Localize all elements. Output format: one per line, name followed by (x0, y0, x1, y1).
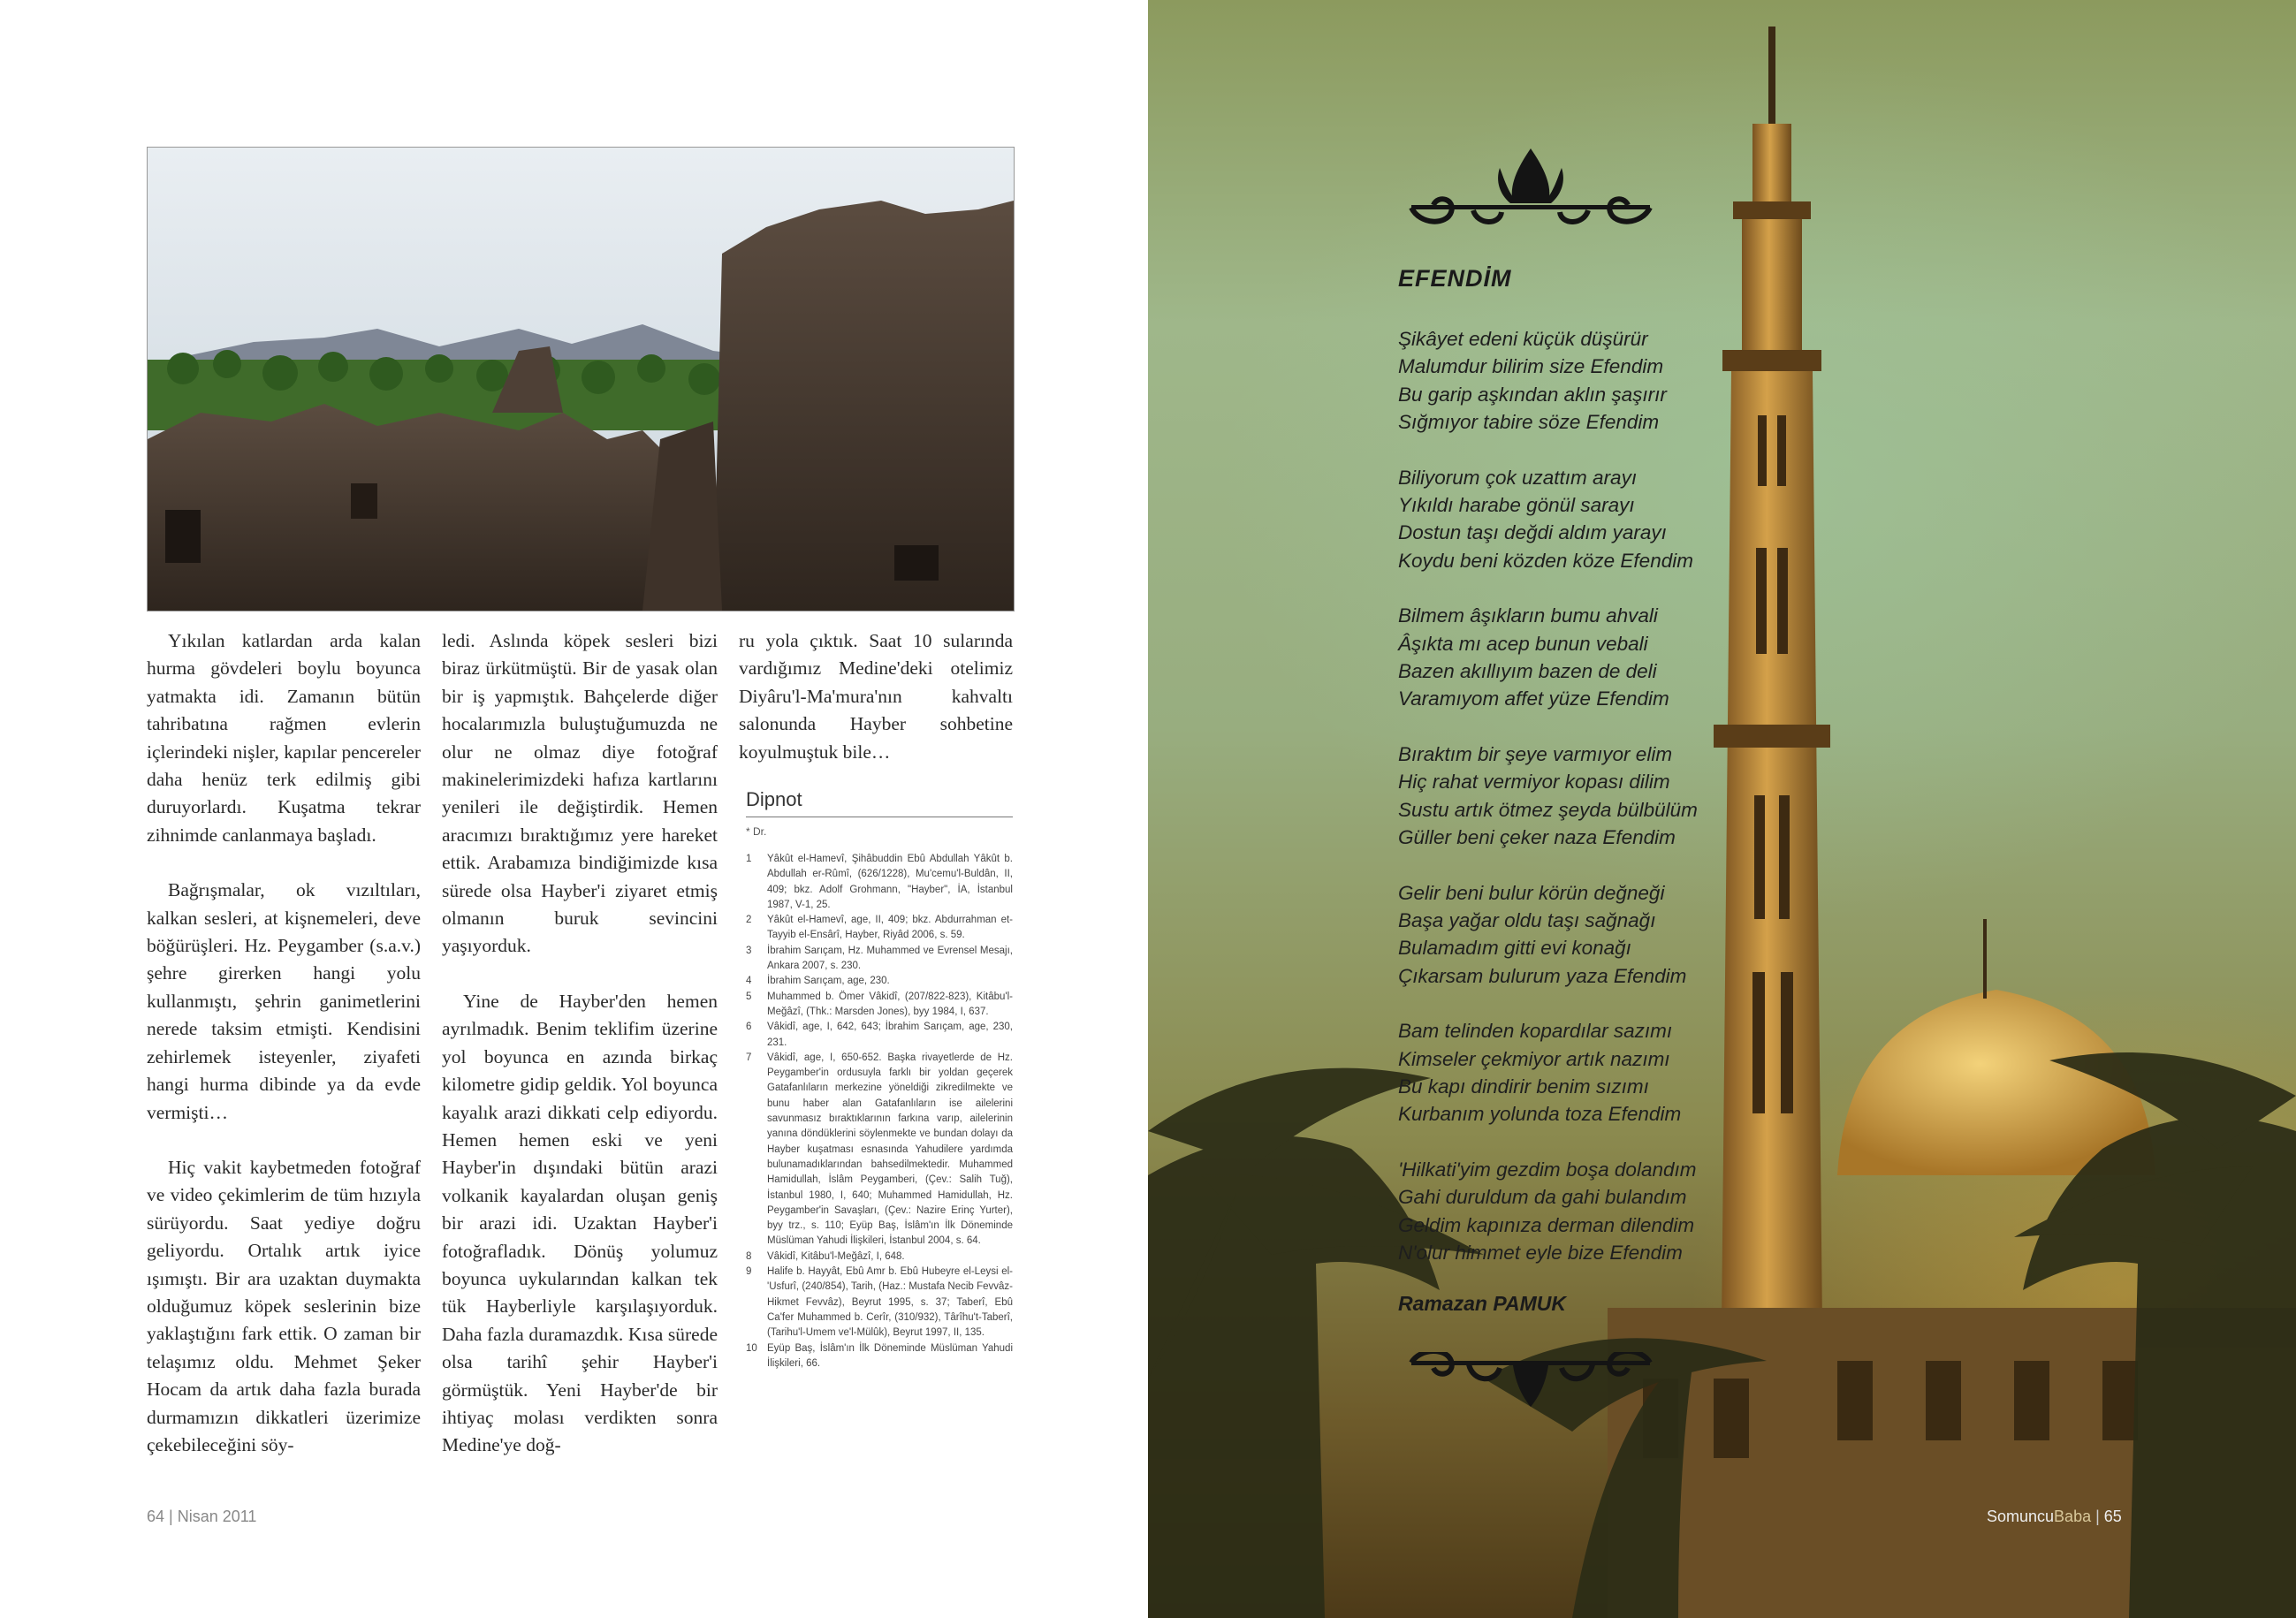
poem-line: Sustu artık ötmez şeyda bülbülüm (1398, 798, 1698, 821)
footnote (746, 913, 1013, 944)
footnote-text: Vâkidî, age, I, 650-652. Başka rivayetlerde de Hz. Peygamber'in ordusuyla farklı bir yoldan geçerek Gatafanlıların merkezine yöneldiği zikredilmekte ve bunu haber alan Gatafanlıların ise ailelerini savunmasız bıraktıklarının farkına varıp, ailelerinin yanına döndüklerini söylenmekte ve bundan dolayı da Hayber kuşatması esnasında Yahudilere yardımda bulunamadıklarından bahsedilmektedir. Muhammed Hamidullah, İslâm Peygamberi, (Çev.: Salih Tuğ), İstanbul 1980, I, 640; Muhammed Hamidullah, Hz. Peygamber'in Savaşları, (Çev.: Nazire Erinç Yurter), byy trz., s. 110; Eyüp Baş, İslâm'ın İlk Döneminde Müslüman Yahudi İlişkileri, İstanbul 2004, s. 64. (767, 1052, 1013, 1247)
article-column-2 (442, 627, 718, 1487)
footnote-number: 7 (746, 1052, 752, 1063)
footnote (746, 1051, 1013, 1250)
footnote-text: İbrahim Sarıçam, Hz. Muhammed ve Evrensel Mesajı, Ankara 2007, s. 230. (767, 945, 1013, 972)
author-note: * Dr. (746, 825, 767, 838)
page-folio-left: 64 | Nisan 2011 (147, 1508, 257, 1525)
poem-line: Şikâyet edeni küçük düşürür (1398, 328, 1648, 350)
footnote-text: İbrahim Sarıçam, age, 230. (767, 976, 890, 987)
poem-line: Varamıyom affet yüze Efendim (1398, 687, 1669, 710)
footnote-number: 4 (746, 976, 752, 987)
article-column-1 (147, 627, 421, 1486)
footnote-number: 8 (746, 1250, 752, 1262)
footnote-text: Vâkidî, age, I, 642, 643; İbrahim Sarıçam, age, 230, 231. (767, 1022, 1013, 1048)
folio-separator: | (2095, 1508, 2104, 1525)
poem-stanza (1398, 1017, 1698, 1128)
poem-line: Biliyorum çok uzattım arayı (1398, 466, 1638, 489)
poem-line: Bıraktım bir şeye varmıyor elim (1398, 742, 1673, 765)
poem-line: Geldim kapınıza derman dilendim (1398, 1213, 1695, 1236)
footnote-number: 5 (746, 991, 752, 1002)
page-number: 65 (2103, 1508, 2122, 1525)
footnote (746, 944, 1013, 975)
article-paragraph: ledi. Aslında köpek sesleri bizi biraz ürkütmüştü. Bir de yasak olan bir iş yapmıştık. Bahçelerde diğer hocalarımızla buluştuğumuzda ne olur ne olmaz diye fotoğraf makinelerimizdeki hafıza kartlarını yenileri ile değiştirdik. Hemen aracımızı bıraktığımız yere hareket ettik. Arabamıza bindiğimizde kısa sürede olsa Hayber'i ziyaret etmiş olmanın buruk sevincini yaşıyorduk. (442, 630, 718, 957)
footnote (746, 990, 1013, 1021)
poem-line: Gahi duruldum da gahi bulandım (1398, 1186, 1687, 1209)
khaybar-ruins-photo (147, 147, 1015, 611)
poem-author: Ramazan PAMUK (1398, 1292, 1566, 1315)
poem-stanza (1398, 464, 1698, 575)
article-paragraph: Hiç vakit kaybetmeden fotoğraf ve video çekimlerim de tüm hızıyla sürüyordu. Saat yediye doğru geliyordu. Ortalık artık iyice ışımıştı. Bir ara uzaktan duymakta olduğumuz köpek seslerinin bize yaklaştığını fark ettik. O zaman bir telaşımız oldu. Mehmet Şeker Hocam da artık daha fazla burada durmamızın dikkatleri üzerimize çekebileceğini söy- (147, 1156, 421, 1455)
mosque-background-illustration (1148, 0, 2296, 1618)
poem-line: Dostun taşı değdi aldım yarayı (1398, 521, 1667, 544)
poem-stanza (1398, 325, 1698, 437)
footnote (746, 1341, 1013, 1372)
footnote-number: 2 (746, 915, 752, 926)
poem-line: Koydu beni közden köze Efendim (1398, 549, 1693, 572)
poem-line: Gelir beni bulur körün değneği (1398, 881, 1665, 904)
ruins-illustration (148, 148, 1014, 611)
poem-line: Bazen akıllıyım bazen de deli (1398, 660, 1657, 683)
poem-title: EFENDİM (1398, 265, 1512, 292)
poem-line: Yıkıldı harabe gönül sarayı (1398, 494, 1635, 517)
footnote-number: 3 (746, 945, 752, 956)
poem-line: Güller beni çeker naza Efendim (1398, 826, 1676, 849)
poem-line: N'olur himmet eyle bize Efendim (1398, 1241, 1683, 1264)
poem-line: Kurbanım yolunda toza Efendim (1398, 1103, 1682, 1126)
footnote-number: 6 (746, 1022, 752, 1033)
poem-stanza (1398, 602, 1698, 713)
footnotes-list (746, 852, 1013, 1371)
footnote (746, 1020, 1013, 1051)
footnote-text: Vâkidî, Kitâbu'l-Meğâzî, I, 648. (767, 1250, 905, 1262)
article-paragraph: Yıkılan katlardan arda kalan hurma gövdeleri boylu boyunca yatmakta idi. Zamanın bütün tahribatına rağmen evlerin içlerindeki nişler, kapılar pencereler daha henüz terk edilmiş gibi duruyorlardı. Kuşatma tekrar zihnimde canlanmaya başladı. (147, 630, 421, 846)
poem-line: Âşıkta mı acep bunun vebali (1398, 632, 1648, 655)
poem-line: 'Hilkati'yim gezdim boşa dolandım (1398, 1158, 1697, 1181)
page-folio-right (1987, 1508, 2122, 1526)
right-page (1148, 0, 2296, 1618)
poem-line: Çıkarsam bulurum yaza Efendim (1398, 964, 1687, 987)
article-column-3 (739, 627, 1013, 794)
poem-line: Başa yağar oldu taşı sağnağı (1398, 908, 1656, 931)
poem-line: Bu garip aşkından aklın şaşırır (1398, 383, 1667, 406)
footnote (746, 1250, 1013, 1265)
poem-line: Bam telinden kopardılar sazımı (1398, 1020, 1673, 1043)
footnote-number: 1 (746, 854, 752, 864)
footnote-text: Halife b. Hayyât, Ebû Amr b. Ebû Hubeyre el-Leysi el-'Usfurî, (240/854), Tarih, (Haz.: Mustafa Necib Fevvâz-Hikmet Fevvâz), Beyrut 1995, s. 37; Taberî, Ebû Ca'fer Muhammed b. Cerîr, (310/932), Târîhu't-Taberî, (Tarihu'l-Umem ve'l-Mülûk), Beyrut 1997, II, 135. (767, 1266, 1013, 1339)
footnote-text: Eyüp Baş, İslâm'ın İlk Döneminde Müslüman Yahudi İlişkileri, 66. (767, 1342, 1013, 1369)
footnote-number: 10 (746, 1342, 757, 1354)
poem-line: Kimseler çekmiyor artık nazımı (1398, 1047, 1670, 1070)
poem-line: Sığmıyor tabire söze Efendim (1398, 411, 1660, 434)
article-paragraph: Yine de Hayber'den hemen ayrılmadık. Benim teklifim üzerine yol boyunca en azında birkaç kilometre gidip geldik. Yol boyunca kayalık arazi dikkati celp ediyordu. Hemen hemen eski ve yeni Hayber'in dışındaki bütün arazi volkanik kayalardan oluşan geniş bir arazi idi. Uzaktan Hayber'i fotoğrafladık. Dönüş yolumuz boyunca uykularından kalkan tek tük Hayberliyle karşılaşıyorduk. Daha fazla duramazdık. Kısa sürede olsa tarihî şehir Hayber'i görmüştük. Yeni Hayber'de bir ihtiyaç molası verdikten sonra Medine'ye doğ- (442, 990, 718, 1456)
poem-line: Bilmem âşıkların bumu ahvali (1398, 604, 1658, 627)
magazine-brand: Somuncu (1987, 1508, 2055, 1525)
footnote (746, 852, 1013, 913)
poem-line: Malumdur bilirim size Efendim (1398, 355, 1664, 378)
article-paragraph: Bağrışmalar, ok vızıltıları, kalkan sesleri, at kişnemeleri, deve böğürüşleri. Hz. Peygamber (s.a.v.) şehre girerken hangi yolu kullanmıştı, şehrin ganimetlerini nerede taksim etmişti. Kendisini zehirlemek isteyenler, ziyafeti hangi hurma dibinde ya da evde vermişti… (147, 879, 421, 1123)
poem-stanza (1398, 741, 1698, 852)
magazine-brand-suffix: Baba (2054, 1508, 2092, 1525)
article-paragraph: ru yola çıktık. Saat 10 sularında vardığımız Medine'deki otelimiz Diyâru'l-Ma'mura'nın kahvaltı salonunda Hayber sohbetine koyulmuştuk bile… (739, 630, 1013, 763)
poem-line: Bu kapı dindirir benim sızımı (1398, 1075, 1649, 1098)
poem-line: Hiç rahat vermiyor kopası dilim (1398, 771, 1670, 794)
footnote (746, 974, 1013, 989)
bottom-ornament-icon (1394, 1352, 1668, 1414)
footnote-number: 9 (746, 1266, 752, 1278)
footnote-text: Yâkût el-Hamevî, Şihâbuddin Ebû Abdullah Yâkût b. Abdullah er-Rûmî, (626/1228), Mu'cemu'l-Buldân, II, 409; bkz. Adolf Grohmann, "Hayber", İA, İstanbul 1987, V-1, 25. (767, 854, 1013, 910)
footnote-text: Muhammed b. Ömer Vâkidî, (207/822-823), Kitâbu'l-Meğâzî, (Thk.: Marsden Jones), byy 1984, I, 637. (767, 991, 1013, 1017)
footnotes-heading: Dipnot (746, 788, 802, 810)
poem-body (1398, 325, 1698, 1294)
footnote (746, 1265, 1013, 1341)
poem-line: Bulamadım gitti evi konağı (1398, 937, 1631, 960)
footnote-text: Yâkût el-Hamevî, age, II, 409; bkz. Abdurrahman et-Tayyib el-Ensârî, Hayber, Riyâd 2006, s. 59. (767, 915, 1013, 941)
top-ornament-icon (1394, 141, 1668, 230)
poem-stanza (1398, 879, 1698, 991)
poem-stanza (1398, 1156, 1698, 1267)
